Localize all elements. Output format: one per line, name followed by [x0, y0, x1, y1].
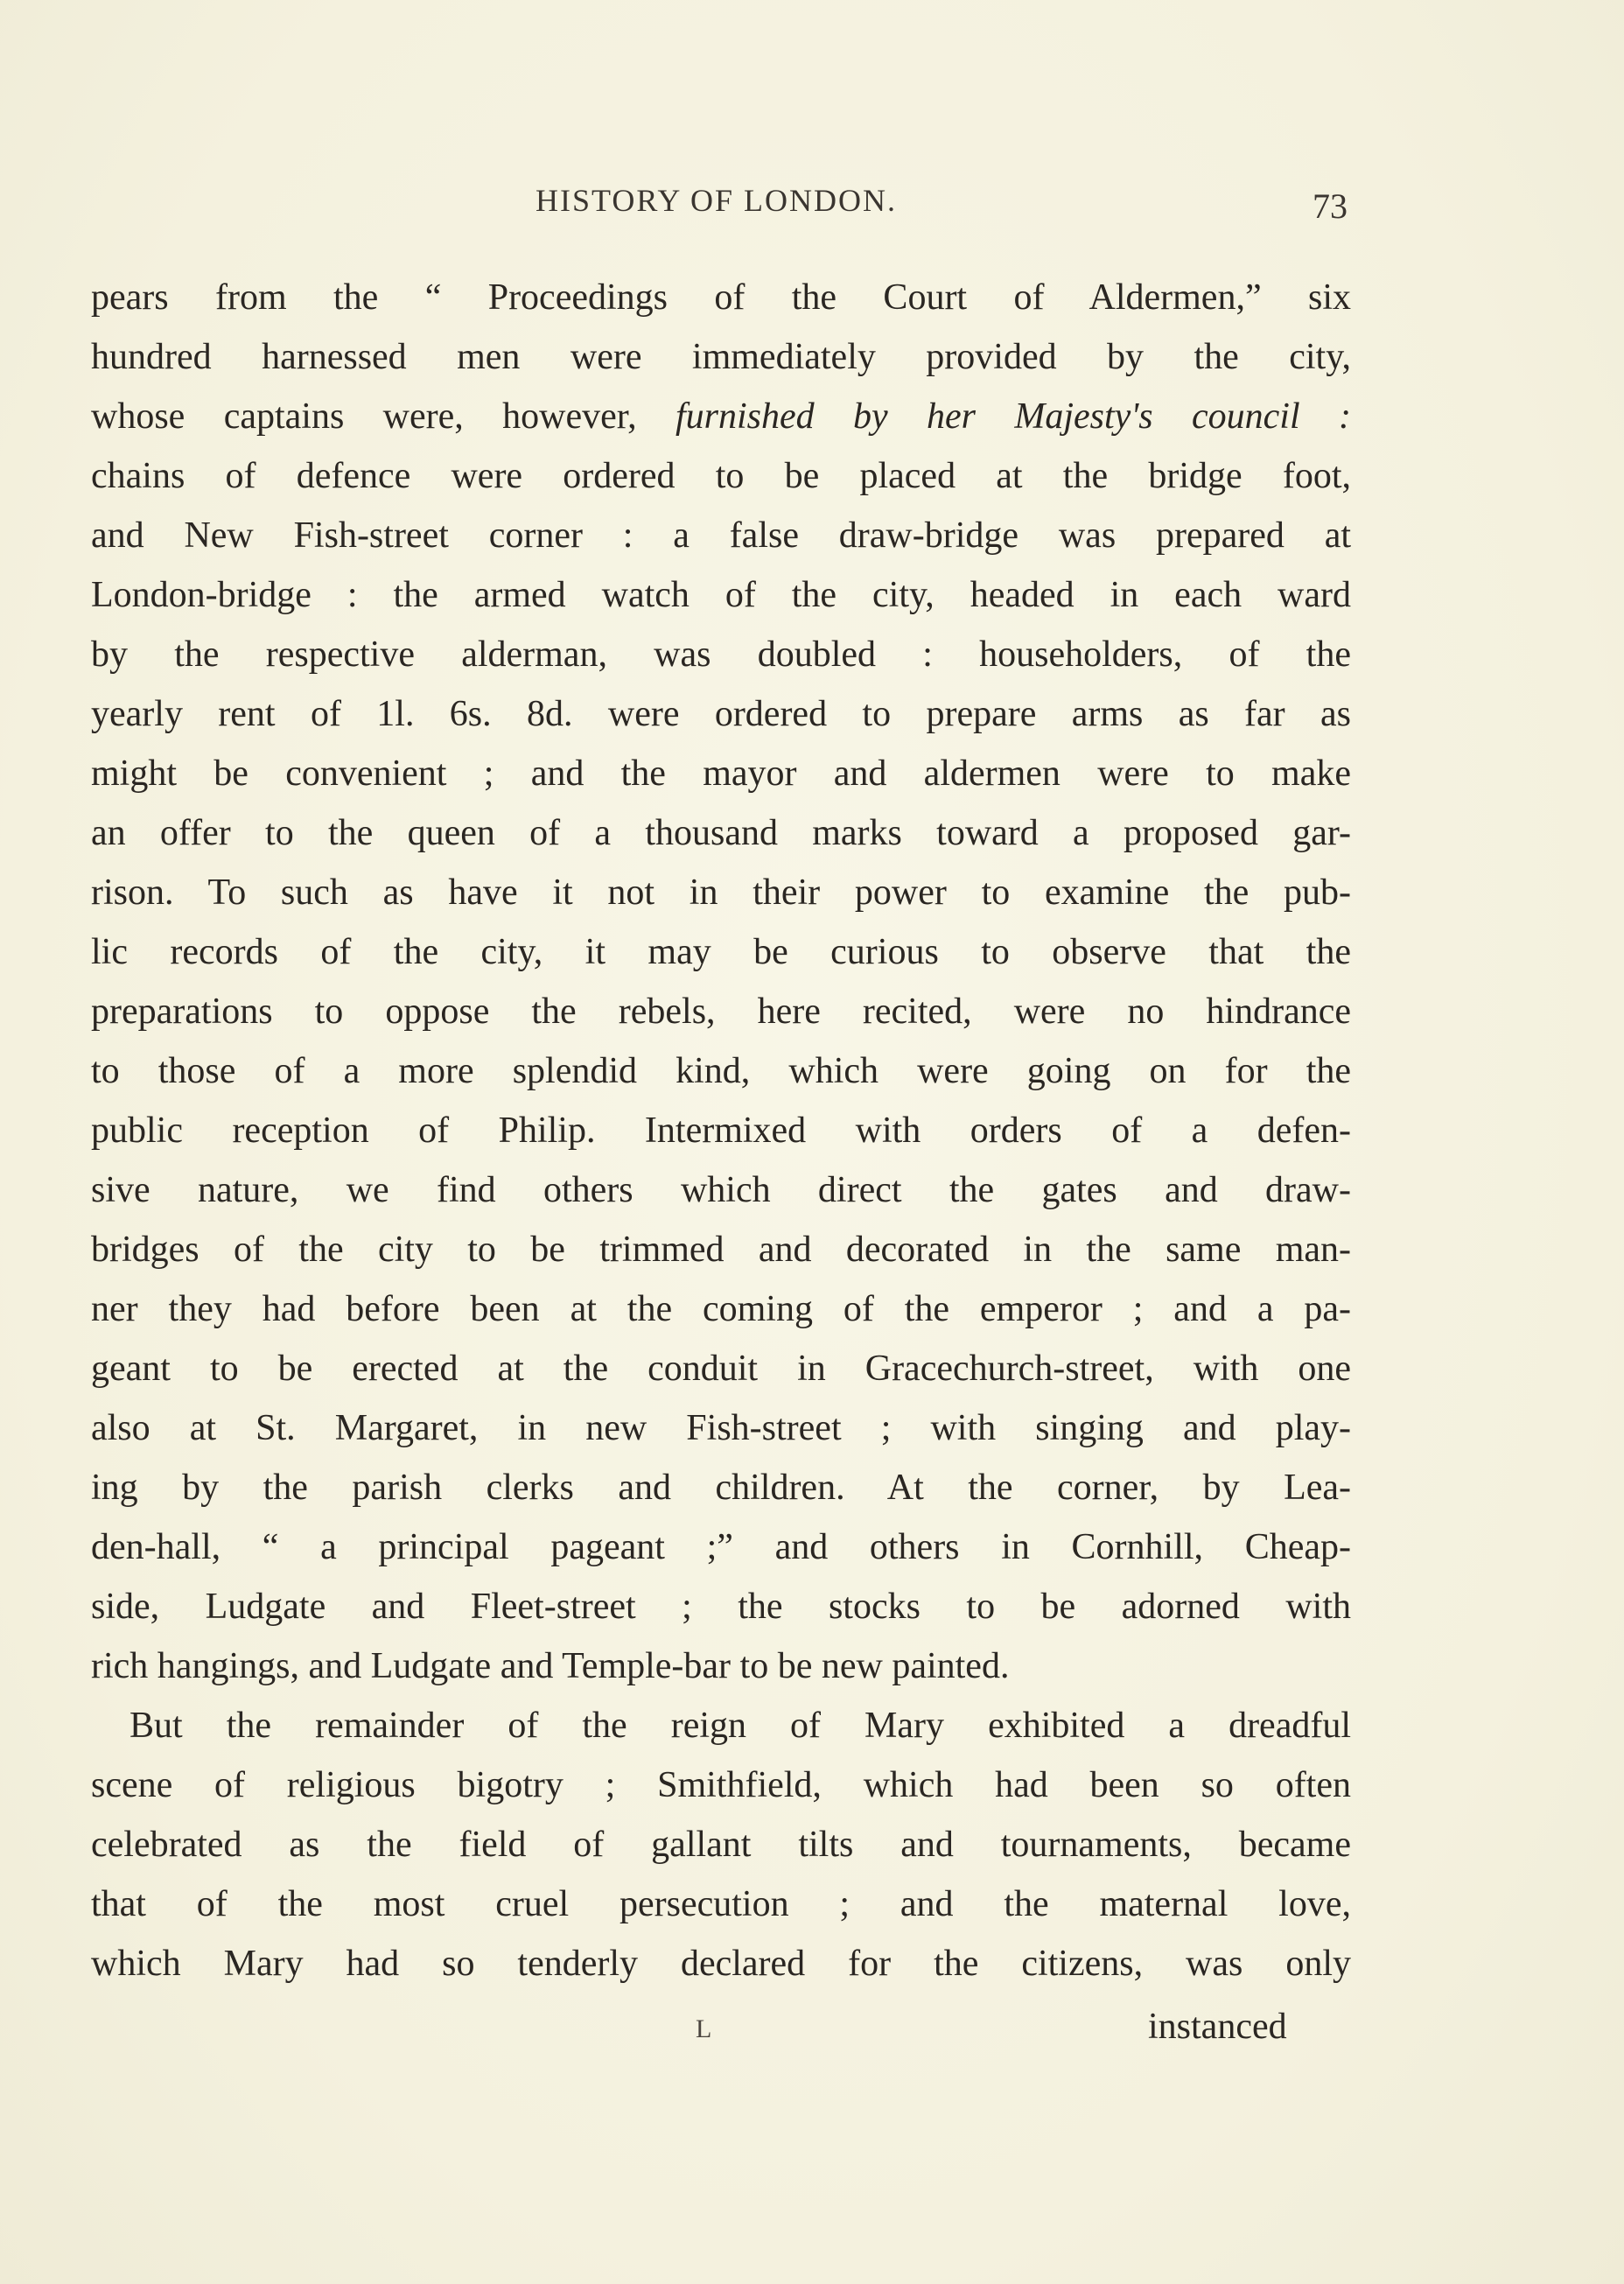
running-head [0, 182, 1624, 235]
text-line: pears from the “ Proceedings of the Court of Aldermen,” six [91, 277, 1351, 318]
page-number: 73 [1312, 186, 1348, 226]
text-line: chains of defence were ordered to be placed at the bridge foot, [91, 456, 1351, 496]
text-line: hundred harnessed men were immediately provided by the city, [91, 337, 1351, 377]
text-line: London-bridge : the armed watch of the city, headed in each ward [91, 575, 1351, 615]
text-line: sive nature, we find others which direct the gates and draw- [91, 1170, 1351, 1210]
text-line: yearly rent of 1l. 6s. 8d. were ordered to prepare arms as far as [91, 694, 1351, 734]
text-roman: whose captains were, however, [91, 396, 637, 437]
text-line: side, Ludgate and Fleet-street ; the stocks to be adorned with [91, 1587, 1351, 1627]
text-line: ing by the parish clerks and children. At the corner, by Lea- [91, 1468, 1351, 1508]
text-line: public reception of Philip. Intermixed with orders of a defen- [91, 1110, 1351, 1151]
text-line: scene of religious bigotry ; Smithfield, which had been so often [91, 1765, 1351, 1805]
text-line: to those of a more splendid kind, which were going on for the [91, 1051, 1351, 1091]
text-line: by the respective alderman, was doubled : householders, of the [91, 634, 1351, 675]
italic-phrase: furnished by her Majesty's council : [675, 396, 1352, 437]
text-line: an offer to the queen of a thousand marks toward a proposed gar- [91, 813, 1351, 853]
text-line: rich hangings, and Ludgate and Temple-bar to be new painted. [91, 1646, 1010, 1686]
text-line [91, 387, 1351, 446]
text-line: But the remainder of the reign of Mary exhibited a dreadful [130, 1706, 1351, 1746]
text-line: which Mary had so tenderly declared for the citizens, was only [91, 1944, 1351, 1984]
text-line: might be convenient ; and the mayor and aldermen were to make [91, 753, 1351, 794]
text-line: also at St. Margaret, in new Fish-street ; with singing and play- [91, 1408, 1351, 1448]
text-line: rison. To such as have it not in their power to examine the pub- [91, 872, 1351, 913]
text-line: celebrated as the field of gallant tilts and tournaments, became [91, 1825, 1351, 1865]
running-title: HISTORY OF LONDON. [536, 183, 898, 218]
text-line: bridges of the city to be trimmed and decorated in the same man- [91, 1230, 1351, 1270]
catchword: instanced [1148, 2007, 1287, 2047]
text-line: ner they had before been at the coming of the emperor ; and a pa- [91, 1289, 1351, 1329]
text-line: and New Fish-street corner : a false draw-bridge was prepared at [91, 515, 1351, 556]
text-line: lic records of the city, it may be curious to observe that the [91, 932, 1351, 972]
text-line: preparations to oppose the rebels, here recited, were no hindrance [91, 991, 1351, 1032]
body-text [91, 268, 1351, 1993]
signature-mark: L [696, 2014, 712, 2043]
page-footer [0, 2006, 1624, 2058]
text-line: geant to be erected at the conduit in Gracechurch-street, with one [91, 1349, 1351, 1389]
text-line: that of the most cruel persecution ; and the maternal love, [91, 1884, 1351, 1924]
text-line: den-hall, “ a principal pageant ;” and others in Cornhill, Cheap- [91, 1527, 1351, 1567]
